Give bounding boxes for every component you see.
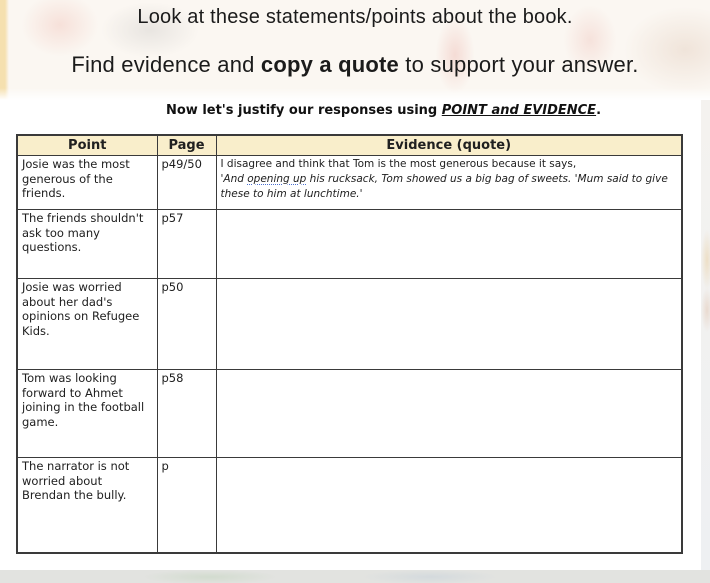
evidence-cell (216, 156, 682, 210)
table-title (16, 103, 681, 118)
table-title-prefix: Now let's justify our responses using (165, 103, 442, 118)
page-cell: p50 (157, 279, 216, 370)
evidence-quote-post: his rucksack, Tom showed us a big bag of sweets. 'Mum said to give these to him at lunchtime.' (220, 173, 668, 200)
page-cell: p58 (157, 370, 216, 458)
point-cell: Josie was worried about her dad's opinions on Refugee Kids. (17, 279, 157, 370)
page-cell: p57 (157, 210, 216, 279)
point-evidence-table (16, 134, 683, 554)
heading-line-2-suffix: to support your answer. (399, 52, 639, 77)
evidence-cell-empty (216, 370, 682, 458)
page-cell: p (157, 458, 216, 553)
table-row (17, 156, 682, 210)
background-right-edge (701, 100, 710, 570)
table-row (17, 458, 682, 553)
evidence-quote-spellcheck-underline: opening up (247, 173, 307, 185)
evidence-line-1: I disagree and think that Tom is the most generous because it says, (220, 158, 577, 170)
heading-line-2-bold: copy a quote (260, 52, 399, 77)
table-row (17, 370, 682, 458)
point-cell: Josie was the most generous of the friends. (17, 156, 157, 210)
evidence-cell-empty (216, 210, 682, 279)
point-cell: The narrator is not worried about Brendan the bully. (17, 458, 157, 553)
column-header-point: Point (17, 135, 157, 156)
heading-line-1: Look at these statements/points about the book. (137, 6, 573, 28)
page-cell: p49/50 (157, 156, 216, 210)
table-row (17, 210, 682, 279)
table-header-row (17, 135, 682, 156)
column-header-evidence: Evidence (quote) (216, 135, 682, 156)
evidence-quote (221, 172, 678, 202)
column-header-page: Page (157, 135, 216, 156)
evidence-cell-empty (216, 279, 682, 370)
evidence-quote-pre: 'And (220, 173, 248, 185)
table-title-suffix: . (596, 103, 602, 118)
heading-line-2-prefix: Find evidence and (71, 52, 261, 77)
point-cell: The friends shouldn't ask too many questions. (17, 210, 157, 279)
table-title-emphasis: POINT and EVIDENCE (441, 103, 597, 118)
evidence-cell-empty (216, 458, 682, 553)
table-row (17, 279, 682, 370)
background-bottom-strip (0, 570, 710, 583)
heading-line-2 (0, 52, 710, 78)
point-cell: Tom was looking forward to Ahmet joining in the football game. (17, 370, 157, 458)
